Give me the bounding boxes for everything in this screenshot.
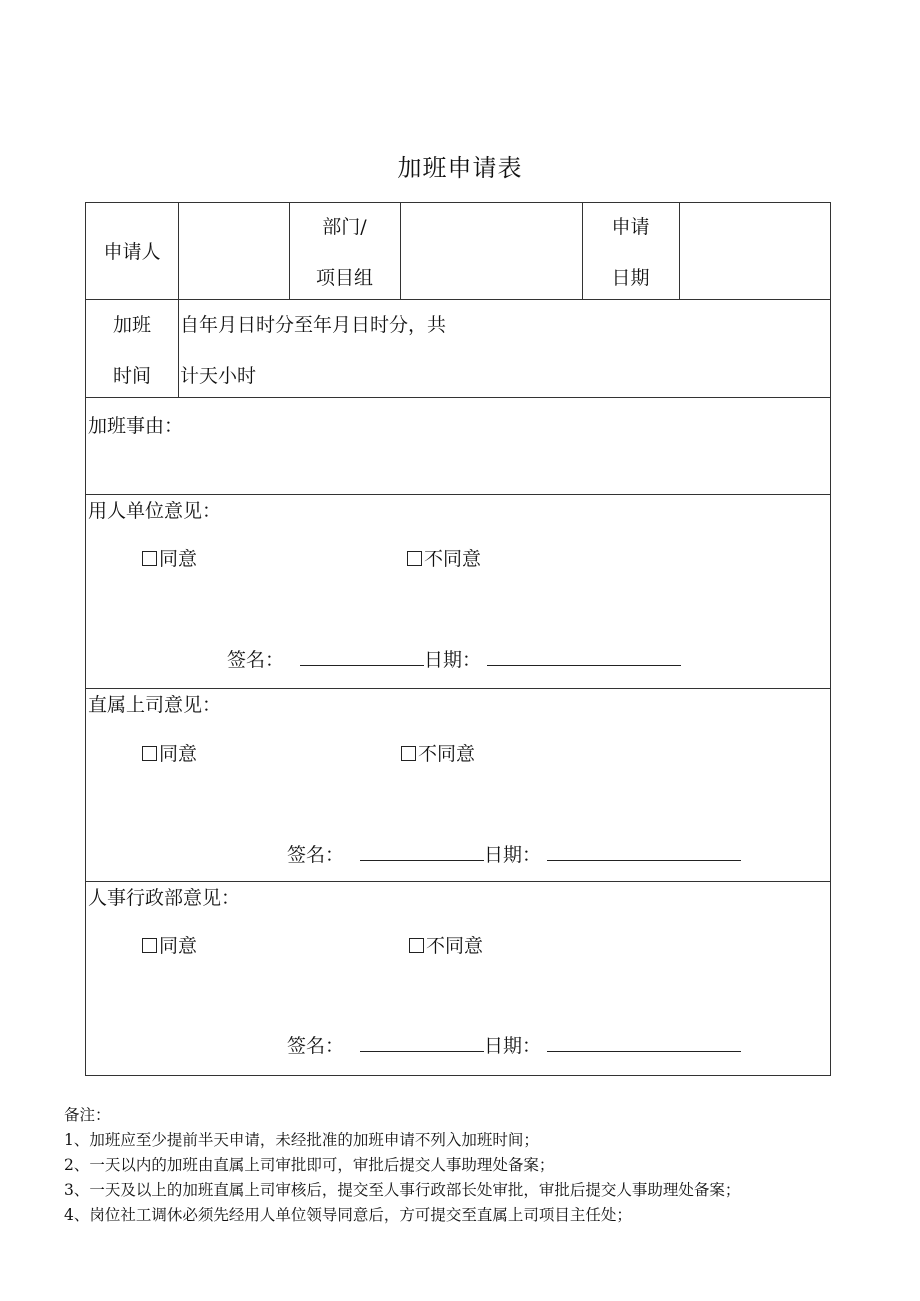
row-divider [86,397,830,398]
checkbox-icon[interactable] [407,551,422,566]
date-blank[interactable] [547,1034,741,1052]
row-divider [86,688,830,689]
disagree-label: 不同意 [418,743,476,765]
checkbox-icon[interactable] [142,746,157,761]
dept-agree-option[interactable] [142,547,197,571]
date-label-line2: 日期 [611,267,650,289]
disagree-label: 不同意 [424,548,482,570]
applicant-value[interactable] [179,203,289,299]
form-title: 加班申请表 [397,154,523,182]
dept-signature-line [227,648,681,672]
overtime-time-label-line2: 时间 [112,365,151,387]
row-divider [86,494,830,495]
supervisor-signature-line [287,843,741,867]
date-blank[interactable] [547,843,741,861]
notes-section [64,1103,844,1228]
applicant-label: 申请人 [103,241,161,263]
checkbox-icon[interactable] [409,938,424,953]
checkbox-icon[interactable] [401,746,416,761]
date-label: 日期： [484,844,542,866]
note-item: 3、一天及以上的加班直属上司审核后，提交至人事行政部长处审批，审批后提交人事助理处备案； [64,1181,741,1199]
hr-disagree-option[interactable] [409,934,483,958]
reason-label: 加班事由： [88,415,184,437]
dept-label-line1: 部门/ [322,216,367,238]
overtime-time-text-line1: 自年月日时分至年月日时分，共 [180,314,447,336]
agree-label: 同意 [159,935,198,957]
note-item: 1、加班应至少提前半天申请，未经批准的加班申请不列入加班时间； [64,1131,539,1149]
col-divider [178,299,179,397]
agree-label: 同意 [159,743,198,765]
hr-agree-option[interactable] [142,934,197,958]
dept-opinion-label: 用人单位意见： [88,500,222,522]
date-label-line1: 申请 [611,216,650,238]
disagree-label: 不同意 [426,935,484,957]
date-label: 日期： [484,1035,542,1057]
hr-signature-line [287,1034,741,1058]
hr-opinion-label: 人事行政部意见： [88,887,241,909]
sign-label: 签名： [287,844,345,866]
row-divider [86,881,830,882]
overtime-time-text-line2: 计天小时 [180,365,257,387]
sign-label: 签名： [227,649,285,671]
row-divider [86,299,830,300]
supervisor-agree-option[interactable] [142,742,197,766]
sign-label: 签名： [287,1035,345,1057]
checkbox-icon[interactable] [142,938,157,953]
overtime-time-label-line1: 加班 [112,314,151,336]
note-item: 4、岗位社工调休必须先经用人单位领导同意后，方可提交至直属上司项目主任处； [64,1206,632,1224]
sign-blank[interactable] [360,843,484,861]
dept-value[interactable] [401,203,582,299]
dept-disagree-option[interactable] [407,547,481,571]
agree-label: 同意 [159,548,198,570]
date-blank[interactable] [487,648,681,666]
note-item: 2、一天以内的加班由直属上司审批即可，审批后提交人事助理处备案； [64,1156,555,1174]
notes-heading: 备注： [64,1106,111,1124]
overtime-form [85,202,831,1076]
date-label: 日期： [424,649,482,671]
supervisor-disagree-option[interactable] [401,742,475,766]
sign-blank[interactable] [300,648,424,666]
checkbox-icon[interactable] [142,551,157,566]
dept-label-line2: 项目组 [315,267,373,289]
supervisor-opinion-label: 直属上司意见： [88,694,222,716]
date-value[interactable] [680,203,830,299]
sign-blank[interactable] [360,1034,484,1052]
